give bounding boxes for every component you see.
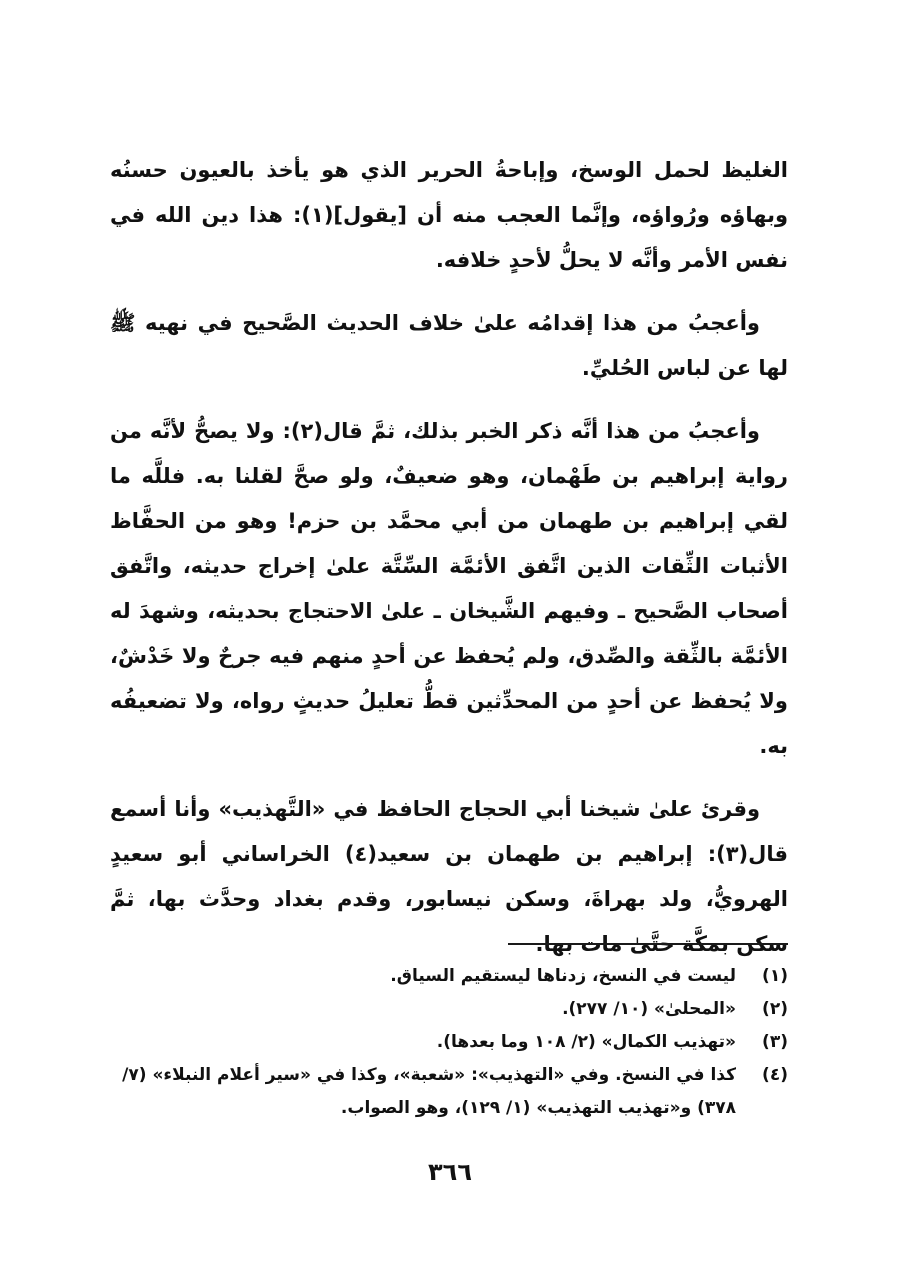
footnote-text: ليست في النسخ، زدناها ليستقيم السياق.: [390, 966, 736, 986]
main-text: [110, 148, 788, 985]
footnotes: [110, 960, 788, 1125]
paragraph-4: وقرئ علىٰ شيخنا أبي الحجاج الحافظ في «التَّهذيب» وأنا أسمع قال(٣): إبراهيم بن طهمان بن سعيد(٤) الخراساني أبو سعيدٍ الهرويُّ، ولد بهراةَ، وسكن نيسابور، وقدم بغداد وحدَّث بها، ثمَّ سكن بمكَّة حتَّىٰ مات بها.: [110, 797, 788, 956]
footnote-text: «تهذيب الكمال» (٢/ ١٠٨ وما بعدها).: [436, 1032, 736, 1052]
footnote-number: (٢): [762, 999, 788, 1019]
paragraph-2: وأعجبُ من هذا إقدامُه علىٰ خلاف الحديث الصَّحيح في نهيه ﷺ لها عن لباس الحُليِّ.: [110, 311, 788, 380]
footnote-text: «المحلىٰ» (١٠/ ٢٧٧).: [562, 999, 736, 1019]
paragraph-3: وأعجبُ من هذا أنَّه ذكر الخبر بذلك، ثمَّ قال(٢): ولا يصحُّ لأنَّه من رواية إبراهيم بن طَهْمان، وهو ضعيفٌ، ولو صحَّ لقلنا به. فللَّه ما لقي إبراهيم بن طهمان من أبي محمَّد بن حزم! وهو من الحفَّاظ الأثبات الثِّقات الذين اتَّفق الأئمَّة السِّتَّة علىٰ إخراج حديثه، واتَّفق أصحاب الصَّحيح ـ وفيهم الشَّيخان ـ علىٰ الاحتجاج بحديثه، وشهدَ له الأئمَّة بالثِّقة والصِّدق، ولم يُحفظ عن أحدٍ منهم فيه جرحٌ ولا خَدْشٌ، ولا يُحفظ عن أحدٍ من المحدِّثين قطُّ تعليلُ حديثٍ رواه، ولا تضعيفُه به.: [110, 419, 788, 758]
footnote-4: [110, 1059, 788, 1125]
footnote-number: (٣): [762, 1032, 788, 1052]
footnote-text: كذا في النسخ. وفي «التهذيب»: «شعبة»، وكذا في «سير أعلام النبلاء» (٧/ ٣٧٨) و«تهذيب التهذيب» (١/ ١٢٩)، وهو الصواب.: [122, 1065, 736, 1118]
footnote-1: [110, 960, 788, 993]
footnote-3: [110, 1026, 788, 1059]
paragraph-1: الغليظ لحمل الوسخ، وإباحةُ الحرير الذي هو يأخذ بالعيون حسنُه وبهاؤه ورُواؤه، وإنَّما العجب منه أن [يقول](١): هذا دين الله في نفس الأمر وأنَّه لا يحلُّ لأحدٍ خلافه.: [110, 158, 789, 272]
footnote-number: (١): [762, 966, 788, 986]
footnote-2: [110, 993, 788, 1026]
footnote-number: (٤): [762, 1065, 788, 1085]
page-number: ٣٦٦: [428, 1158, 472, 1186]
footnote-divider: [508, 943, 788, 945]
